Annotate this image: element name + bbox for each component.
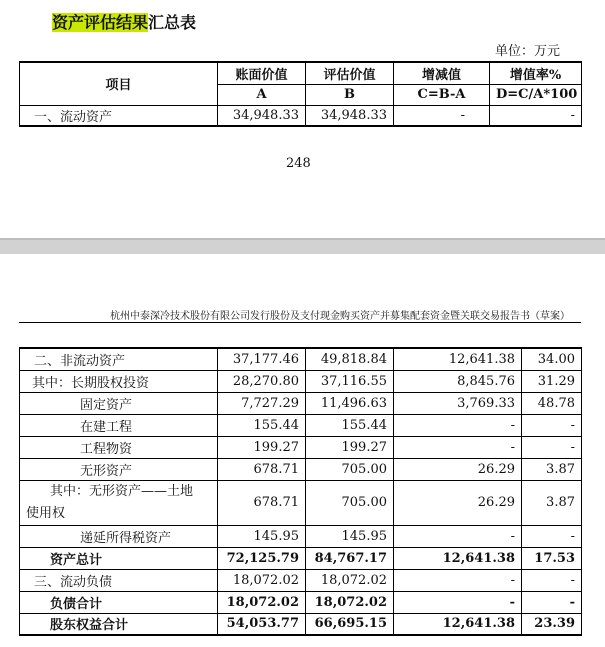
row-eval: 49,818.84 xyxy=(306,348,394,370)
header-item: 项目 xyxy=(20,62,218,105)
row-diff: - xyxy=(394,414,522,436)
table-row xyxy=(20,370,582,392)
row-diff: - xyxy=(394,591,522,613)
header-eval: 评估价值 xyxy=(306,62,394,84)
table-row xyxy=(20,105,582,126)
table-row-total-equity xyxy=(20,613,582,635)
header-rate-sub: D=C/A*100 xyxy=(490,84,582,105)
row-rate: 23.39 xyxy=(522,613,582,635)
row-label: 无形资产 xyxy=(20,458,218,480)
row-book: 678.71 xyxy=(218,458,306,480)
row-rate: 3.87 xyxy=(522,458,582,480)
table-title xyxy=(52,12,196,34)
row-rate: - xyxy=(522,591,582,613)
row-label: 在建工程 xyxy=(20,414,218,436)
row-book: 18,072.02 xyxy=(218,591,306,613)
row-label-line2: 使用权 xyxy=(26,505,66,521)
table-row xyxy=(20,348,582,370)
row-diff: 12,641.38 xyxy=(394,348,522,370)
table-row xyxy=(20,569,582,591)
row-label xyxy=(20,480,218,525)
page-number: 248 xyxy=(286,156,311,171)
row-label: 固定资产 xyxy=(20,392,218,414)
row-diff: - xyxy=(394,525,522,547)
row-book: 18,072.02 xyxy=(218,569,306,591)
row-book: 678.71 xyxy=(218,480,306,525)
row-label: 资产总计 xyxy=(20,547,218,569)
header-diff: 增减值 xyxy=(394,62,490,84)
summary-table-top xyxy=(19,61,582,127)
row-diff: 12,641.38 xyxy=(394,547,522,569)
table-row xyxy=(20,436,582,458)
table-row xyxy=(20,458,582,480)
row-diff: - xyxy=(394,436,522,458)
header-book-sub: A xyxy=(218,84,306,105)
row-label: 股东权益合计 xyxy=(20,613,218,635)
header-diff-sub: C=B-A xyxy=(394,84,490,105)
running-header: 杭州中泰深冷技术股份有限公司发行股份及支付现金购买资产并募集配套资金暨关联交易报告书（草案） xyxy=(110,311,570,322)
row-eval: 11,496.63 xyxy=(306,392,394,414)
row-rate: 17.53 xyxy=(522,547,582,569)
row-diff: 12,641.38 xyxy=(394,613,522,635)
header-book: 账面价值 xyxy=(218,62,306,84)
row-book: 7,727.29 xyxy=(218,392,306,414)
header-eval-sub: B xyxy=(306,84,394,105)
row-book: 37,177.46 xyxy=(218,348,306,370)
row-book: 155.44 xyxy=(218,414,306,436)
title-rest: 汇总表 xyxy=(148,13,197,32)
table-row-total-assets xyxy=(20,547,582,569)
row-rate: 34.00 xyxy=(522,348,582,370)
table-row xyxy=(20,414,582,436)
running-header-rule xyxy=(19,322,581,323)
row-label: 三、流动负债 xyxy=(20,569,218,591)
row-eval: 145.95 xyxy=(306,525,394,547)
row-diff: - xyxy=(394,105,490,126)
row-eval: 84,767.17 xyxy=(306,547,394,569)
row-book: 72,125.79 xyxy=(218,547,306,569)
row-rate: - xyxy=(522,525,582,547)
table-row xyxy=(20,480,582,525)
row-diff: 26.29 xyxy=(394,480,522,525)
row-rate: - xyxy=(522,436,582,458)
row-rate: 3.87 xyxy=(522,480,582,525)
row-diff: 8,845.76 xyxy=(394,370,522,392)
row-diff: - xyxy=(394,569,522,591)
row-label: 负债合计 xyxy=(20,591,218,613)
row-label: 递延所得税资产 xyxy=(20,525,218,547)
row-eval: 18,072.02 xyxy=(306,569,394,591)
row-diff: 26.29 xyxy=(394,458,522,480)
row-eval: 18,072.02 xyxy=(306,591,394,613)
table-row xyxy=(20,392,582,414)
row-book: 54,053.77 xyxy=(218,613,306,635)
row-label: 其中：长期股权投资 xyxy=(20,370,218,392)
title-highlighted: 资产评估结果 xyxy=(52,13,149,32)
row-eval: 66,695.15 xyxy=(306,613,394,635)
table-row xyxy=(20,525,582,547)
row-book: 145.95 xyxy=(218,525,306,547)
row-book: 199.27 xyxy=(218,436,306,458)
row-eval: 705.00 xyxy=(306,458,394,480)
row-diff: 3,769.33 xyxy=(394,392,522,414)
row-label: 二、非流动资产 xyxy=(20,348,218,370)
row-book: 28,270.80 xyxy=(218,370,306,392)
page-break xyxy=(0,240,605,254)
row-label: 工程物资 xyxy=(20,436,218,458)
summary-table-bottom xyxy=(19,347,582,636)
row-rate: 31.29 xyxy=(522,370,582,392)
table-row-total-liabilities xyxy=(20,591,582,613)
row-label-line1: 其中：无形资产——土地 xyxy=(50,483,194,499)
row-rate: 48.78 xyxy=(522,392,582,414)
row-eval: 705.00 xyxy=(306,480,394,525)
row-eval: 37,116.55 xyxy=(306,370,394,392)
row-eval: 199.27 xyxy=(306,436,394,458)
row-rate: - xyxy=(490,105,582,126)
row-eval: 34,948.33 xyxy=(306,105,394,126)
row-rate: - xyxy=(522,414,582,436)
row-book: 34,948.33 xyxy=(218,105,306,126)
row-eval: 155.44 xyxy=(306,414,394,436)
row-rate: - xyxy=(522,569,582,591)
row-label: 一、流动资产 xyxy=(20,105,218,126)
header-rate: 增值率% xyxy=(490,62,582,84)
unit-label: 单位：万元 xyxy=(494,44,560,59)
